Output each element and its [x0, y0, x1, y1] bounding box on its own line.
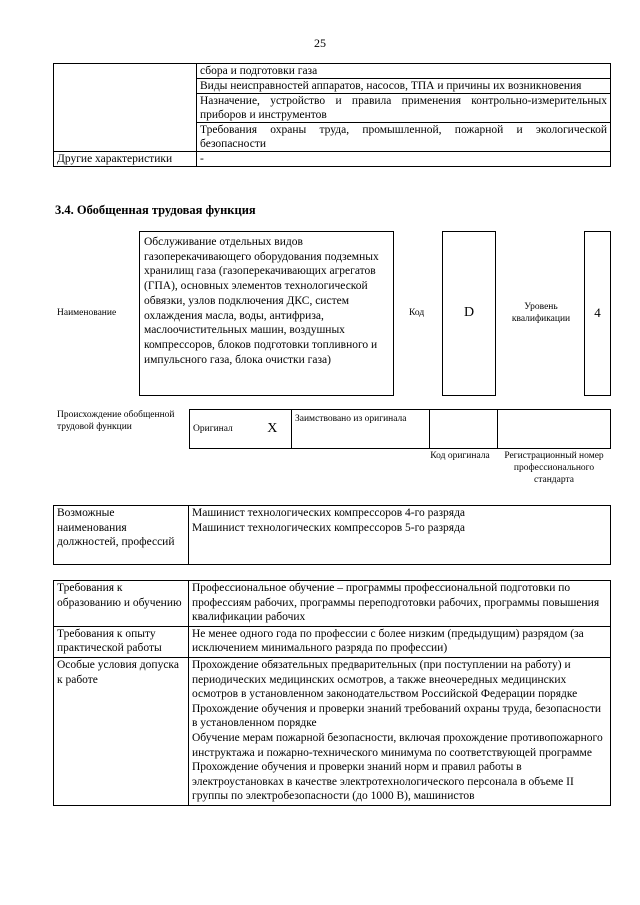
table-row [54, 64, 611, 79]
table-row [54, 506, 611, 565]
level-label: Уровень квалификации [511, 302, 571, 324]
table-row [54, 657, 611, 805]
requirements-table [53, 580, 611, 806]
function-name-box: Обслуживание отдельных видов газоперекачивающего оборудования подземных хранилищ газа (газоперекачивающих агрегатов (ГПА), основных элементов технологической обвязки, узлов подключения ДКС, систем охлаждения масла, воды, антифриза, маслоочистительных машин, воздушных компрессоров, блоков подготовки топливного и импульсного газа, блока очистки газа) [139, 231, 394, 396]
code-label: Код [409, 308, 425, 318]
original-label: Оригинал [190, 410, 254, 449]
possible-names-table [53, 505, 611, 565]
table-row [54, 626, 611, 657]
table-row [190, 410, 611, 449]
knowledge-item: Назначение, устройство и правила применения контрольно-измерительных приборов и инструментов [197, 94, 611, 123]
origin-code-cell [430, 410, 498, 449]
possible-names-values [189, 506, 611, 565]
requirement-text-group [189, 657, 611, 805]
requirement-paragraph: Прохождение обучения и проверки знаний требований охраны труда, безопасности в установленном порядке [192, 702, 602, 730]
origin-table [189, 409, 611, 449]
other-characteristics-value: - [197, 152, 611, 167]
knowledge-item: сбора и подготовки газа [197, 64, 611, 79]
requirement-text: Профессиональное обучение – программы профессиональной подготовки по профессиям рабочих, программы переподготовки рабочих, программы повышения квалификации рабочих [189, 581, 611, 627]
knowledge-item: Виды неисправностей аппаратов, насосов, ТПА и причины их возникновения [197, 79, 611, 94]
name-label: Наименование [57, 308, 117, 318]
requirement-text: Не менее одного года по профессии с более низким (предыдущим) разрядом (за исключением минимального разряда по профессии) [189, 626, 611, 657]
knowledge-item: Требования охраны труда, промышленной, пожарной и экологической безопасности [197, 123, 611, 152]
origin-label: Происхождение обобщенной трудовой функции [57, 410, 175, 432]
original-mark: X [254, 410, 292, 449]
borrowed-label: Заимствовано из оригинала [292, 410, 430, 449]
requirement-label: Требования к опыту практической работы [54, 626, 189, 657]
other-characteristics-label: Другие характеристики [54, 152, 197, 167]
table-cell-empty [54, 64, 197, 152]
requirement-label: Требования к образованию и обучению [54, 581, 189, 627]
section-title: 3.4. Обобщенная трудовая функция [55, 203, 256, 217]
requirement-label: Особые условия допуска к работе [54, 657, 189, 805]
page-number: 25 [314, 36, 326, 50]
table-row [54, 152, 611, 167]
possible-name-item: Машинист технологических компрессоров 4-го разряда [192, 507, 466, 519]
requirement-paragraph: Прохождение обязательных предварительных (при поступлении на работу) и периодических медицинских осмотров, а также внеочередных медицинских осмотров в установленном законодательством Российской Федерации порядке [192, 658, 578, 701]
requirement-paragraph: Прохождение обучения и проверки знаний норм и правил работы в электроустановках в качестве электротехнологического персонала в объеме II группы по электробезопасности (до 1000 В), машинистов [192, 761, 574, 803]
knowledge-table [53, 63, 611, 167]
reg-number-caption: Регистрационный номер профессионального стандарта [504, 451, 604, 485]
code-value: D [463, 305, 475, 320]
table-row [54, 581, 611, 627]
level-value: 4 [594, 305, 601, 320]
requirement-paragraph: Обучение мерам пожарной безопасности, включая прохождение противопожарного инструктажа и пожарно-технического минимума по соответствующей программе [192, 731, 603, 759]
origin-reg-cell [498, 410, 611, 449]
possible-name-item: Машинист технологических компрессоров 5-го разряда [192, 521, 466, 534]
possible-names-label: Возможные наименования должностей, профессий [54, 506, 189, 565]
origin-code-caption: Код оригинала [430, 451, 490, 461]
